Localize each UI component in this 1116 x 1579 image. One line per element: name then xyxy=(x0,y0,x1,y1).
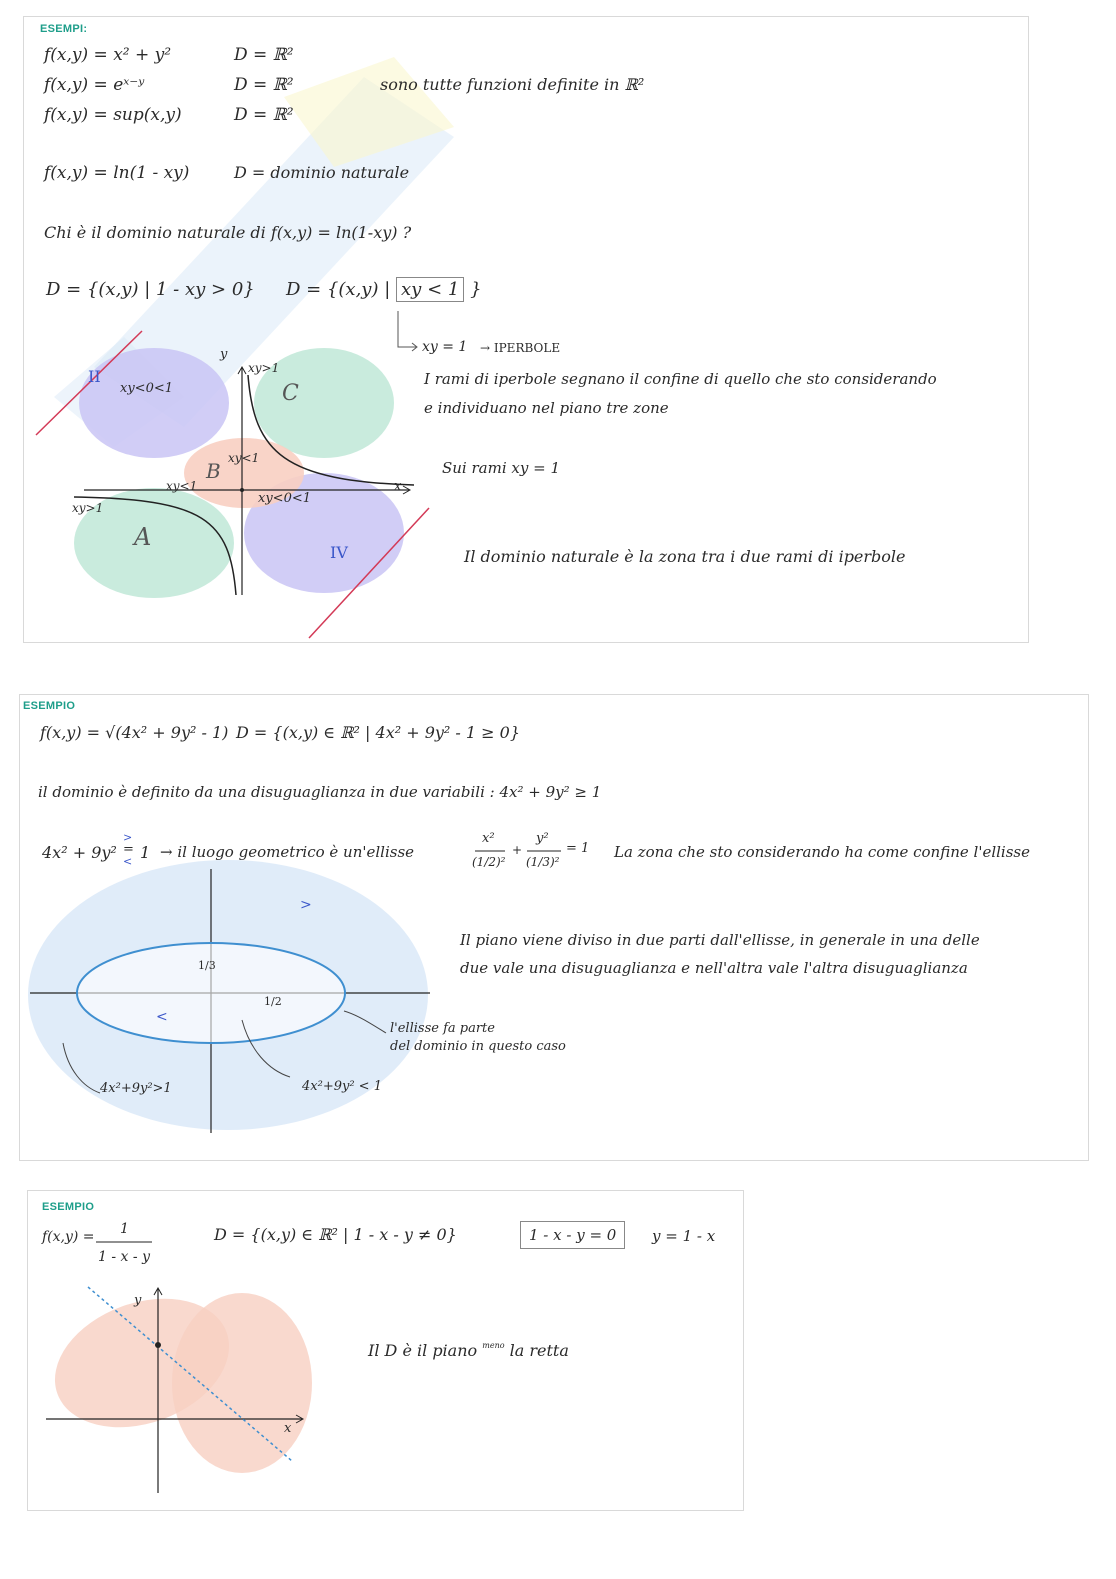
frac-x-num: x² xyxy=(482,831,495,846)
region-II xyxy=(79,348,229,458)
origin-label: xy<1 xyxy=(228,451,260,465)
plane-text-2: due vale una disuguaglianza e nell'altra vale l'altra disuguaglianza xyxy=(460,959,968,977)
graph1-y-label: y xyxy=(220,347,228,362)
examples-tag: ESEMPI: xyxy=(40,23,88,35)
intercept-dot xyxy=(155,1342,161,1348)
relation-bot: < xyxy=(123,855,133,868)
equation-right: 1 xyxy=(140,843,151,862)
mid-left-label: xy<1 xyxy=(166,479,198,493)
frac-x-den: (1/2)² xyxy=(472,855,506,869)
graph1-x-label: x xyxy=(394,479,402,494)
frac-y-den: (1/3)² xyxy=(526,855,560,869)
domain-set-2-box: xy < 1 xyxy=(396,277,464,302)
function-3: f(x,y) = sup(x,y) xyxy=(44,105,182,125)
ellipse-note-2: del dominio in questo caso xyxy=(390,1039,566,1054)
function-2: f(x,y) = eˣ⁻ʸ xyxy=(44,75,145,95)
graph3-x-label: x xyxy=(284,1421,292,1436)
frac-y-bar xyxy=(527,850,561,852)
inside-lt: < xyxy=(156,1009,168,1025)
on-branches-text: Sui rami xy = 1 xyxy=(442,459,560,477)
rational-num: 1 xyxy=(120,1221,129,1237)
example-card-1 xyxy=(23,16,1029,643)
frac-y-num: y² xyxy=(536,831,549,846)
zone-B-label: B xyxy=(206,459,221,483)
frac-x-bar xyxy=(475,850,505,852)
example-card-2 xyxy=(19,694,1089,1161)
plane-text-meno: meno xyxy=(482,1341,505,1350)
conclusion-text: Il dominio naturale è la zona tra i due rami di iperbole xyxy=(464,547,906,566)
example-tag-3: ESEMPIO xyxy=(42,1201,95,1213)
branches-text-2: e individuano nel piano tre zone xyxy=(424,399,669,417)
example-tag-2: ESEMPIO xyxy=(23,700,76,712)
domain-set-2-prefix: D = {(x,y) | xyxy=(286,279,391,300)
relation-top: > xyxy=(123,831,133,844)
question-text: Chi è il dominio naturale di f(x,y) = ln(1-xy) ? xyxy=(44,223,412,242)
outside-inequality: 4x²+9y²>1 xyxy=(100,1081,172,1096)
line-equation: y = 1 - x xyxy=(652,1227,716,1245)
defined-note: sono tutte funzioni definite in ℝ² xyxy=(380,75,645,94)
zone-II-label: II xyxy=(88,367,101,386)
domain-line-set: D = {(x,y) ∈ ℝ² | 1 - x - y ≠ 0} xyxy=(214,1225,457,1244)
line-graph xyxy=(42,1283,322,1503)
rational-den: 1 - x - y xyxy=(98,1249,150,1265)
frac-equals: = 1 xyxy=(566,841,590,856)
q4-label: xy<0<1 xyxy=(258,491,312,506)
domain-4: D = dominio naturale xyxy=(234,163,410,182)
tick-half: 1/2 xyxy=(264,995,282,1008)
domain-set-2 xyxy=(286,279,482,300)
function-4: f(x,y) = ln(1 - xy) xyxy=(44,163,190,183)
function-sqrt: f(x,y) = √(4x² + 9y² - 1) xyxy=(40,723,229,742)
domain-1: D = ℝ² xyxy=(234,45,294,65)
q2-label: xy<0<1 xyxy=(120,381,174,396)
origin-dot xyxy=(240,488,244,492)
zone-IV-label: IV xyxy=(330,543,348,562)
example-card-3 xyxy=(27,1190,744,1511)
plane-minus-text xyxy=(368,1341,569,1360)
hyperbola-eq: xy = 1 xyxy=(422,339,468,355)
tick-third: 1/3 xyxy=(198,959,216,972)
branches-text-1: I rami di iperbole segnano il confine di quello che sto considerando xyxy=(424,370,937,388)
inside-inequality: 4x²+9y² < 1 xyxy=(302,1079,382,1094)
hyperbola-label: → IPERBOLE xyxy=(480,341,561,355)
outside-gt: > xyxy=(300,897,312,913)
locus-text: → il luogo geometrico è un'ellisse xyxy=(160,843,415,861)
line-equation-box: 1 - x - y = 0 xyxy=(520,1221,625,1249)
plane-text-post: la retta xyxy=(509,1341,569,1360)
equation-left: 4x² + 9y² xyxy=(42,843,117,862)
domain-3: D = ℝ² xyxy=(234,105,294,125)
zone-C-label: C xyxy=(282,381,299,406)
domain-set-1: D = {(x,y) | 1 - xy > 0} xyxy=(46,279,255,300)
plane-text-pre: Il D è il piano xyxy=(368,1341,478,1360)
inequality-text: il dominio è definito da una disuguaglianza in due variabili : 4x² + 9y² ≥ 1 xyxy=(38,783,602,801)
domain-2: D = ℝ² xyxy=(234,75,294,95)
plane-text-1: Il piano viene diviso in due parti dall'ellisse, in generale in una delle xyxy=(460,931,980,949)
frac-plus: + xyxy=(512,843,523,857)
rational-prefix: f(x,y) = xyxy=(42,1229,95,1245)
q1-label: xy>1 xyxy=(248,361,280,375)
zone-A-label: A xyxy=(134,523,152,551)
domain-set-2-suffix: } xyxy=(470,279,482,300)
domain-ellipse-set: D = {(x,y) ∈ ℝ² | 4x² + 9y² - 1 ≥ 0} xyxy=(236,723,521,742)
ellipse-note-1: l'ellisse fa parte xyxy=(390,1021,495,1036)
graph3-y-label: y xyxy=(134,1293,142,1308)
function-1: f(x,y) = x² + y² xyxy=(44,45,172,65)
salmon-region-2 xyxy=(172,1293,312,1473)
ellipse-curve xyxy=(77,943,345,1043)
rational-bar xyxy=(96,1241,152,1243)
boundary-text: La zona che sto considerando ha come confine l'ellisse xyxy=(614,843,1030,861)
relation-mid: = xyxy=(123,842,134,857)
q3-label: xy>1 xyxy=(72,501,104,515)
ellipse-graph xyxy=(28,865,448,1145)
